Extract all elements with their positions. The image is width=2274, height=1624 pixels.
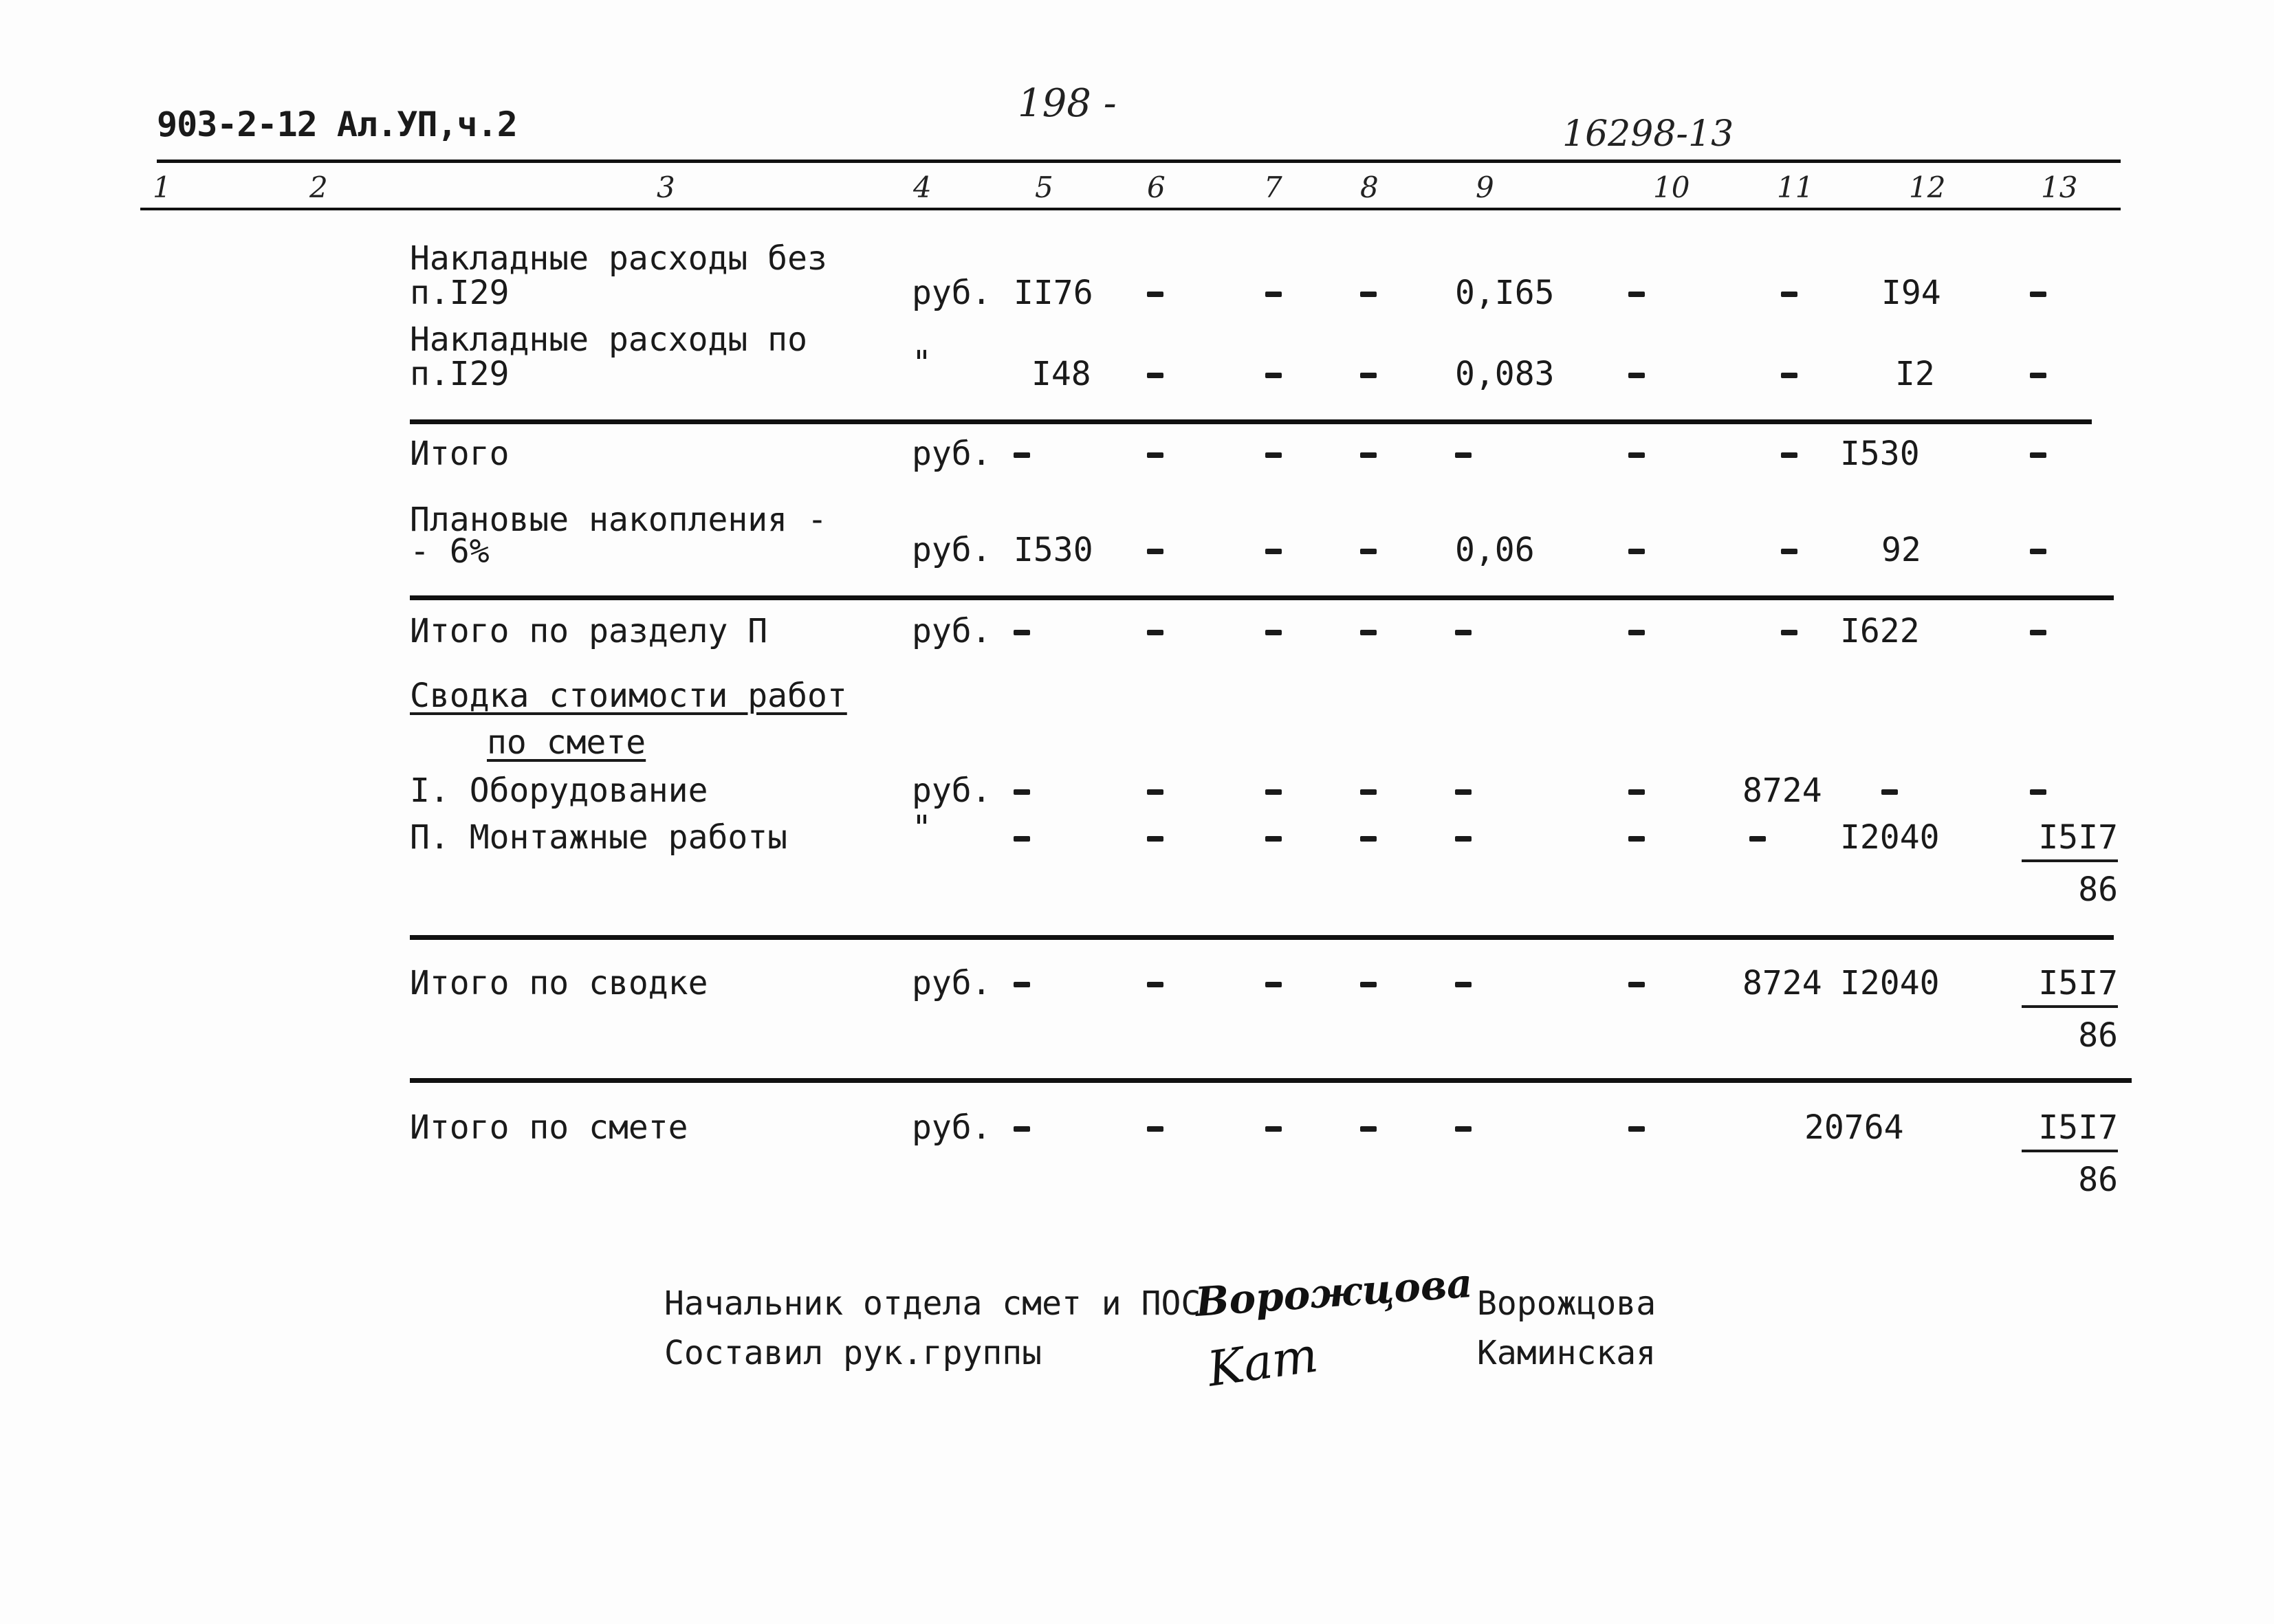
installation-col13-bottom: 86 bbox=[2078, 870, 2118, 909]
overhead-b-col12: I2 bbox=[1895, 355, 1935, 393]
compiler-signature: Kam bbox=[1204, 1326, 1322, 1398]
dash bbox=[1628, 549, 1645, 554]
dash bbox=[1147, 292, 1163, 297]
header-rule-bottom bbox=[140, 208, 2121, 210]
installation-name: П. Монтажные работы bbox=[410, 818, 788, 857]
head-name: Ворожцова bbox=[1477, 1284, 1657, 1323]
dash bbox=[2030, 549, 2046, 554]
document-code: 903-2-12 Ал.УП,ч.2 bbox=[157, 105, 517, 144]
head-signature: Ворожцова bbox=[1194, 1260, 1474, 1326]
dash bbox=[1147, 630, 1163, 635]
dash bbox=[1147, 549, 1163, 554]
dash bbox=[1265, 292, 1282, 297]
dash bbox=[1147, 452, 1163, 458]
estimate-total-col11-12: 20764 bbox=[1804, 1108, 1904, 1147]
rule-before-total bbox=[410, 419, 2092, 424]
estimate-total-col13-bottom: 86 bbox=[2078, 1161, 2118, 1199]
summary-heading-line1: Сводка стоимости работ bbox=[410, 677, 847, 715]
column-number-11: 11 bbox=[1777, 171, 1814, 204]
dash bbox=[1360, 836, 1377, 842]
dash bbox=[1265, 452, 1282, 458]
estimate-total-col13-top: I5I7 bbox=[2022, 1108, 2118, 1152]
dash bbox=[1360, 789, 1377, 795]
dash bbox=[1628, 292, 1645, 297]
summary-total-col11: 8724 bbox=[1742, 964, 1822, 1002]
overhead-a-name-line1: Накладные расходы без bbox=[410, 239, 827, 278]
dash bbox=[1360, 982, 1377, 987]
page-number: 198 - bbox=[1018, 81, 1117, 126]
planned-name-line1: Плановые накопления - bbox=[410, 501, 827, 539]
column-number-10: 10 bbox=[1653, 171, 1690, 204]
overhead-b-name-line1: Накладные расходы по bbox=[410, 320, 807, 359]
column-number-5: 5 bbox=[1035, 171, 1053, 204]
dash bbox=[1147, 789, 1163, 795]
overhead-b-col5: I48 bbox=[1031, 355, 1091, 393]
dash bbox=[1014, 1126, 1030, 1132]
dash bbox=[1628, 1126, 1645, 1132]
installation-unit: " bbox=[912, 809, 932, 847]
header-rule-top bbox=[157, 160, 2121, 163]
dash bbox=[1147, 1126, 1163, 1132]
section-total-unit: руб. bbox=[912, 612, 992, 650]
column-number-2: 2 bbox=[309, 171, 328, 204]
dash bbox=[1360, 549, 1377, 554]
dash bbox=[1455, 1126, 1472, 1132]
dash bbox=[2030, 630, 2046, 635]
dash bbox=[2030, 373, 2046, 378]
head-role: Начальник отдела смет и ПОС bbox=[664, 1284, 1201, 1323]
dash bbox=[1360, 292, 1377, 297]
dash bbox=[2030, 452, 2046, 458]
dash bbox=[1781, 452, 1797, 458]
planned-unit: руб. bbox=[912, 531, 992, 569]
overhead-a-name-line2: п.I29 bbox=[410, 274, 510, 312]
column-number-13: 13 bbox=[2041, 171, 2078, 204]
overhead-a-unit: руб. bbox=[912, 274, 992, 312]
dash bbox=[1781, 630, 1797, 635]
dash bbox=[1628, 452, 1645, 458]
total-name: Итого bbox=[410, 435, 510, 473]
compiler-role: Составил рук.группы bbox=[664, 1334, 1042, 1372]
dash bbox=[1628, 789, 1645, 795]
dash bbox=[1781, 292, 1797, 297]
dash bbox=[1265, 1126, 1282, 1132]
column-number-3: 3 bbox=[657, 171, 675, 204]
overhead-a-col5: II76 bbox=[1014, 274, 1093, 312]
dash bbox=[1265, 630, 1282, 635]
rule-before-summary-total bbox=[410, 935, 2114, 940]
dash bbox=[1014, 452, 1030, 458]
dash bbox=[1455, 789, 1472, 795]
dash bbox=[1147, 373, 1163, 378]
column-number-1: 1 bbox=[153, 171, 171, 204]
equipment-col11: 8724 bbox=[1742, 771, 1822, 810]
dash bbox=[1455, 982, 1472, 987]
dash bbox=[1265, 549, 1282, 554]
dash bbox=[1628, 836, 1645, 842]
estimate-total-unit: руб. bbox=[912, 1108, 992, 1147]
dash bbox=[1455, 452, 1472, 458]
overhead-b-name-line2: п.I29 bbox=[410, 355, 510, 393]
dash bbox=[1265, 982, 1282, 987]
dash bbox=[1881, 789, 1898, 795]
dash bbox=[1265, 789, 1282, 795]
summary-heading-line2: по смете bbox=[487, 723, 646, 762]
dash bbox=[1265, 373, 1282, 378]
dash bbox=[2030, 789, 2046, 795]
rule-before-estimate-total bbox=[410, 1078, 2132, 1083]
column-number-6: 6 bbox=[1147, 171, 1166, 204]
dash bbox=[1628, 982, 1645, 987]
summary-total-col12: I2040 bbox=[1840, 964, 1940, 1002]
total-unit: руб. bbox=[912, 435, 992, 473]
dash bbox=[1360, 1126, 1377, 1132]
planned-col9: 0,06 bbox=[1455, 531, 1535, 569]
overhead-a-col9: 0,I65 bbox=[1455, 274, 1555, 312]
column-number-7: 7 bbox=[1264, 171, 1282, 204]
dash bbox=[1781, 373, 1797, 378]
installation-col12: I2040 bbox=[1840, 818, 1940, 857]
dash bbox=[1014, 836, 1030, 842]
column-number-12: 12 bbox=[1909, 171, 1946, 204]
installation-col13-top: I5I7 bbox=[2022, 818, 2118, 862]
dash bbox=[1781, 549, 1797, 554]
column-number-4: 4 bbox=[913, 171, 932, 204]
overhead-b-col9: 0,083 bbox=[1455, 355, 1555, 393]
dash bbox=[1147, 836, 1163, 842]
dash bbox=[1360, 452, 1377, 458]
column-number-9: 9 bbox=[1476, 171, 1494, 204]
summary-total-col13-bottom: 86 bbox=[2078, 1016, 2118, 1055]
summary-total-unit: руб. bbox=[912, 964, 992, 1002]
rule-before-section-total bbox=[410, 595, 2114, 600]
dash bbox=[1628, 373, 1645, 378]
dash bbox=[1147, 982, 1163, 987]
overhead-b-unit: " bbox=[912, 344, 932, 382]
planned-col5: I530 bbox=[1014, 531, 1093, 569]
dash bbox=[2030, 292, 2046, 297]
equipment-unit: руб. bbox=[912, 771, 992, 810]
overhead-a-col12: I94 bbox=[1881, 274, 1941, 312]
dash bbox=[1014, 982, 1030, 987]
compiler-name: Каминская bbox=[1477, 1334, 1657, 1372]
equipment-name: I. Оборудование bbox=[410, 771, 708, 810]
dash bbox=[1360, 630, 1377, 635]
dash bbox=[1360, 373, 1377, 378]
planned-name-line2: - 6% bbox=[410, 532, 490, 571]
estimate-total-col13 bbox=[2022, 1108, 2118, 1199]
summary-total-col13 bbox=[2022, 964, 2118, 1055]
column-number-8: 8 bbox=[1360, 171, 1379, 204]
dash bbox=[1014, 789, 1030, 795]
installation-col13 bbox=[2022, 818, 2118, 909]
dash bbox=[1628, 630, 1645, 635]
dash bbox=[1455, 836, 1472, 842]
estimate-total-name: Итого по смете bbox=[410, 1108, 688, 1147]
summary-total-name: Итого по сводке bbox=[410, 964, 708, 1002]
dash bbox=[1455, 630, 1472, 635]
dash bbox=[1749, 836, 1766, 842]
summary-total-col13-top: I5I7 bbox=[2022, 964, 2118, 1008]
planned-col12: 92 bbox=[1881, 531, 1921, 569]
dash bbox=[1014, 630, 1030, 635]
section-total-name: Итого по разделу П bbox=[410, 612, 768, 650]
dash bbox=[1265, 836, 1282, 842]
sheet-code: 16298-13 bbox=[1562, 113, 1734, 155]
total-col12: I530 bbox=[1840, 435, 1920, 473]
section-total-col12: I622 bbox=[1840, 612, 1920, 650]
